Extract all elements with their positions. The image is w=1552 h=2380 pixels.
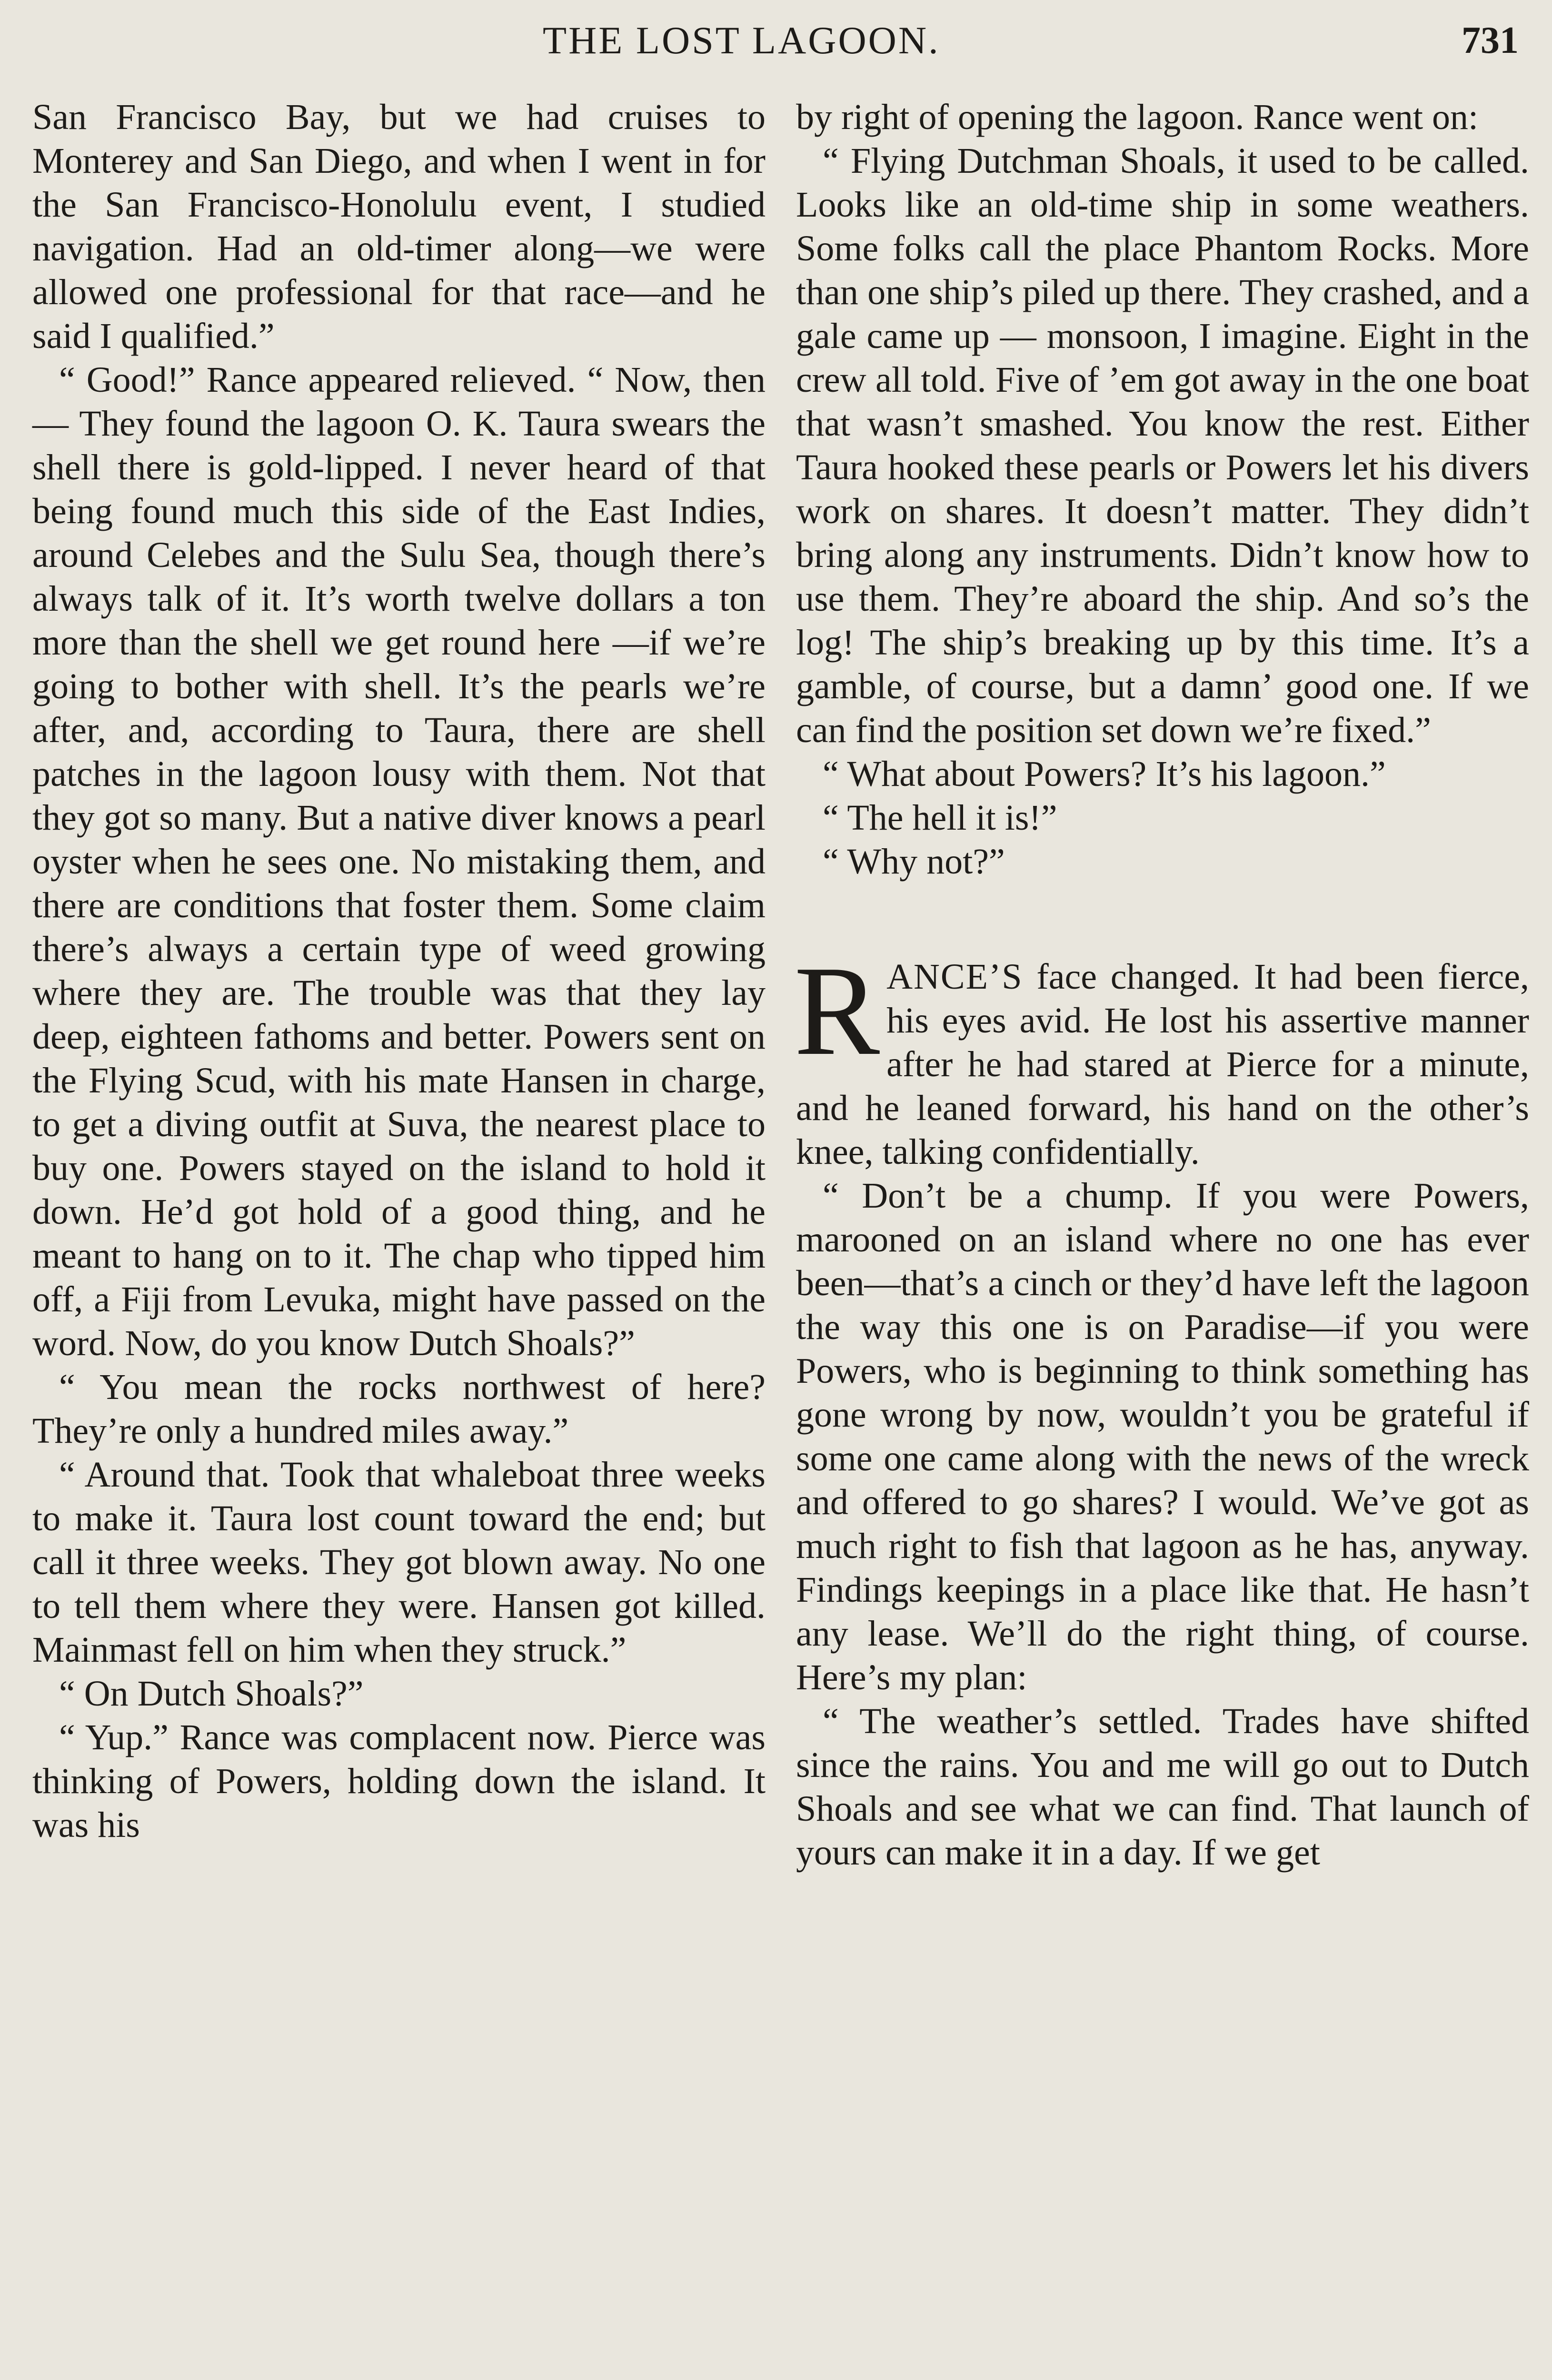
paragraph: “ What about Powers? It’s his lagoon.” — [823, 754, 1386, 794]
paragraph: “ The weather’s settled. Trades have shifted since the rains. You and me will go out to Dutch Shoals and see what we can find. That launch of yours can make it in a day. If we get — [796, 1701, 1529, 1873]
page-number: 731 — [1462, 20, 1519, 61]
drop-cap: R — [794, 940, 880, 1082]
running-title: THE LOST LAGOON. — [543, 19, 940, 62]
paragraph: “ The hell it is!” — [823, 798, 1057, 838]
section-opening-paragraph — [794, 940, 1529, 1174]
paragraph: by right of opening the lagoon. Rance went on: — [796, 97, 1479, 137]
paragraph: “ Why not?” — [823, 842, 1005, 882]
paragraph: “ On Dutch Shoals?” — [59, 1674, 364, 1714]
paragraph: “ You mean the rocks northwest of here? They’re only a hundred miles away.” — [32, 1367, 766, 1451]
section-break — [796, 883, 1529, 955]
lead-caps: ANCE’S — [886, 957, 1023, 997]
paragraph: San Francisco Bay, but we had cruises to Monterey and San Diego, and when I went in for the San Francisco-Honolulu event, I studied navigation. Had an old-timer along—we were allowed one professional for that race—and he said I qualified.” — [32, 97, 766, 356]
paragraph: “ Yup.” Rance was complacent now. Pierce was thinking of Powers, holding down the island. It was his — [32, 1717, 766, 1845]
left-column — [32, 95, 766, 1847]
paragraph: “ Flying Dutchman Shoals, it used to be called. Looks like an old-time ship in some weathers. Some folks call the place Phantom Rocks. More than one ship’s piled up there. They crashed, and a gale came up — monsoon, I imagine. Eight in the crew all told. Five of ’em got away in the one boat that wasn’t smashed. You know the rest. Either Taura hooked these pearls or Powers let his divers work on shares. It doesn’t matter. They didn’t bring along any instruments. Didn’t know how to use them. They’re aboard the ship. And so’s the log! The ship’s breaking up by this time. It’s a gamble, of course, but a damn’ good one. If we can find the position set down we’re fixed.” — [796, 141, 1529, 750]
section-opening-text: face changed. It had been fierce, his eyes avid. He lost his assertive manner after he had stared at Pierce for a minute, and he leaned forward, his hand on the other’s knee, talking confidentially. — [796, 957, 1529, 1172]
paragraph: “ Around that. Took that whaleboat three weeks to make it. Taura lost count toward the end; but call it three weeks. They got blown away. No one to tell them where they were. Hansen got killed. Mainmast fell on him when they struck.” — [32, 1455, 766, 1670]
running-head — [0, 14, 1552, 71]
paragraph: “ Good!” Rance appeared relieved. “ Now, then— They found the lagoon O. K. Taura swears the shell there is gold-lipped. I never heard of that being found much this side of the East Indies, around Celebes and the Sulu Sea, though there’s always talk of it. It’s worth twelve dollars a ton more than the shell we get round here —if we’re going to bother with shell. It’s the pearls we’re after, and, according to Taura, there are shell patches in the lagoon lousy with them. Not that they got so many. But a native diver knows a pearl oyster when he sees one. No mistaking them, and there are conditions that foster them. Some claim there’s always a certain type of weed growing where they are. The trouble was that they lay deep, eighteen fathoms and better. Powers sent on the Flying Scud, with his mate Hansen in charge, to get a diving outfit at Suva, the nearest place to buy one. Powers stayed on the island to hold it down. He’d got hold of a good thing, and he meant to hang on to it. The chap who tipped him off, a Fiji from Levuka, might have passed on the word. Now, do you know Dutch Shoals?” — [32, 360, 766, 1363]
right-column — [796, 95, 1529, 1874]
paragraph: “ Don’t be a chump. If you were Powers, marooned on an island where no one has ever been—that’s a cinch or they’d have left the lagoon the way this one is on Paradise—if you were Powers, who is beginning to think something has gone wrong by now, wouldn’t you be grateful if some one came along with the news of the wreck and offered to go shares? I would. We’ve got as much right to fish that lagoon as he has, anyway. Findings keepings in a place like that. He hasn’t any lease. We’ll do the right thing, of course. Here’s my plan: — [796, 1176, 1529, 1697]
